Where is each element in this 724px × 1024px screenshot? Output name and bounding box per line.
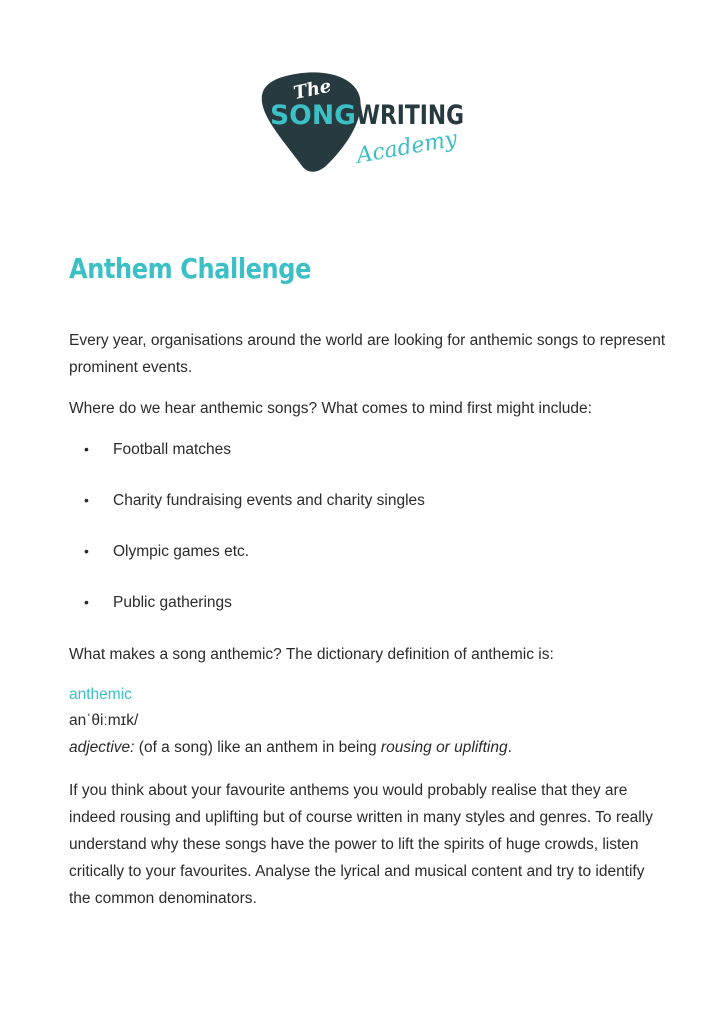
logo-academy-text: Academy [354,126,460,169]
songwriting-academy-logo [256,68,468,178]
logo-graphic [256,68,468,178]
bullet-icon: • [84,441,89,457]
definition-pronunciation: anˈθiːmɪk/ [69,712,139,729]
definition-meaning-prefix: (of a song) like an anthem in being [134,739,381,756]
definition-meaning [69,735,512,761]
logo-writing-text: WRITING [356,100,464,131]
intro-paragraph: Every year, organisations around the world are looking for anthemic songs to represent prominent events. [69,332,666,376]
list-item [69,436,425,487]
definition-intro-paragraph: What makes a song anthemic? The dictionary definition of anthemic is: [69,646,554,663]
list-item [69,538,425,589]
list-item [69,487,425,538]
bullet-icon: • [84,543,89,559]
question-paragraph: Where do we hear anthemic songs? What comes to mind first might include: [69,400,592,417]
page-title: Anthem Challenge [69,252,311,285]
list-item-text: Public gatherings [113,594,232,611]
definition-meaning-emphasis: rousing or uplifting [380,739,508,756]
logo-the-text: The [291,75,334,105]
anthem-venues-list [69,436,425,640]
definition-word: anthemic [69,686,132,703]
definition-meaning-suffix: . [507,739,512,756]
bullet-icon: • [84,594,89,610]
list-item-text: Football matches [113,441,232,458]
conclusion-paragraph: If you think about your favourite anthems you would probably realise that they are indeed rousing and uplifting but of course written in many styles and genres. To really understand why these songs have the power to lift the spirits of huge crowds, listen critically to your favourites. Analyse the lyrical and musical content and try to identify the common denominators. [69,782,653,907]
definition-part-of-speech: adjective: [69,739,135,756]
list-item-text: Olympic games etc. [113,543,250,560]
list-item-text: Charity fundraising events and charity singles [113,492,425,509]
bullet-icon: • [84,492,89,508]
list-item [69,589,425,640]
logo-song-text: SONG [270,100,356,131]
